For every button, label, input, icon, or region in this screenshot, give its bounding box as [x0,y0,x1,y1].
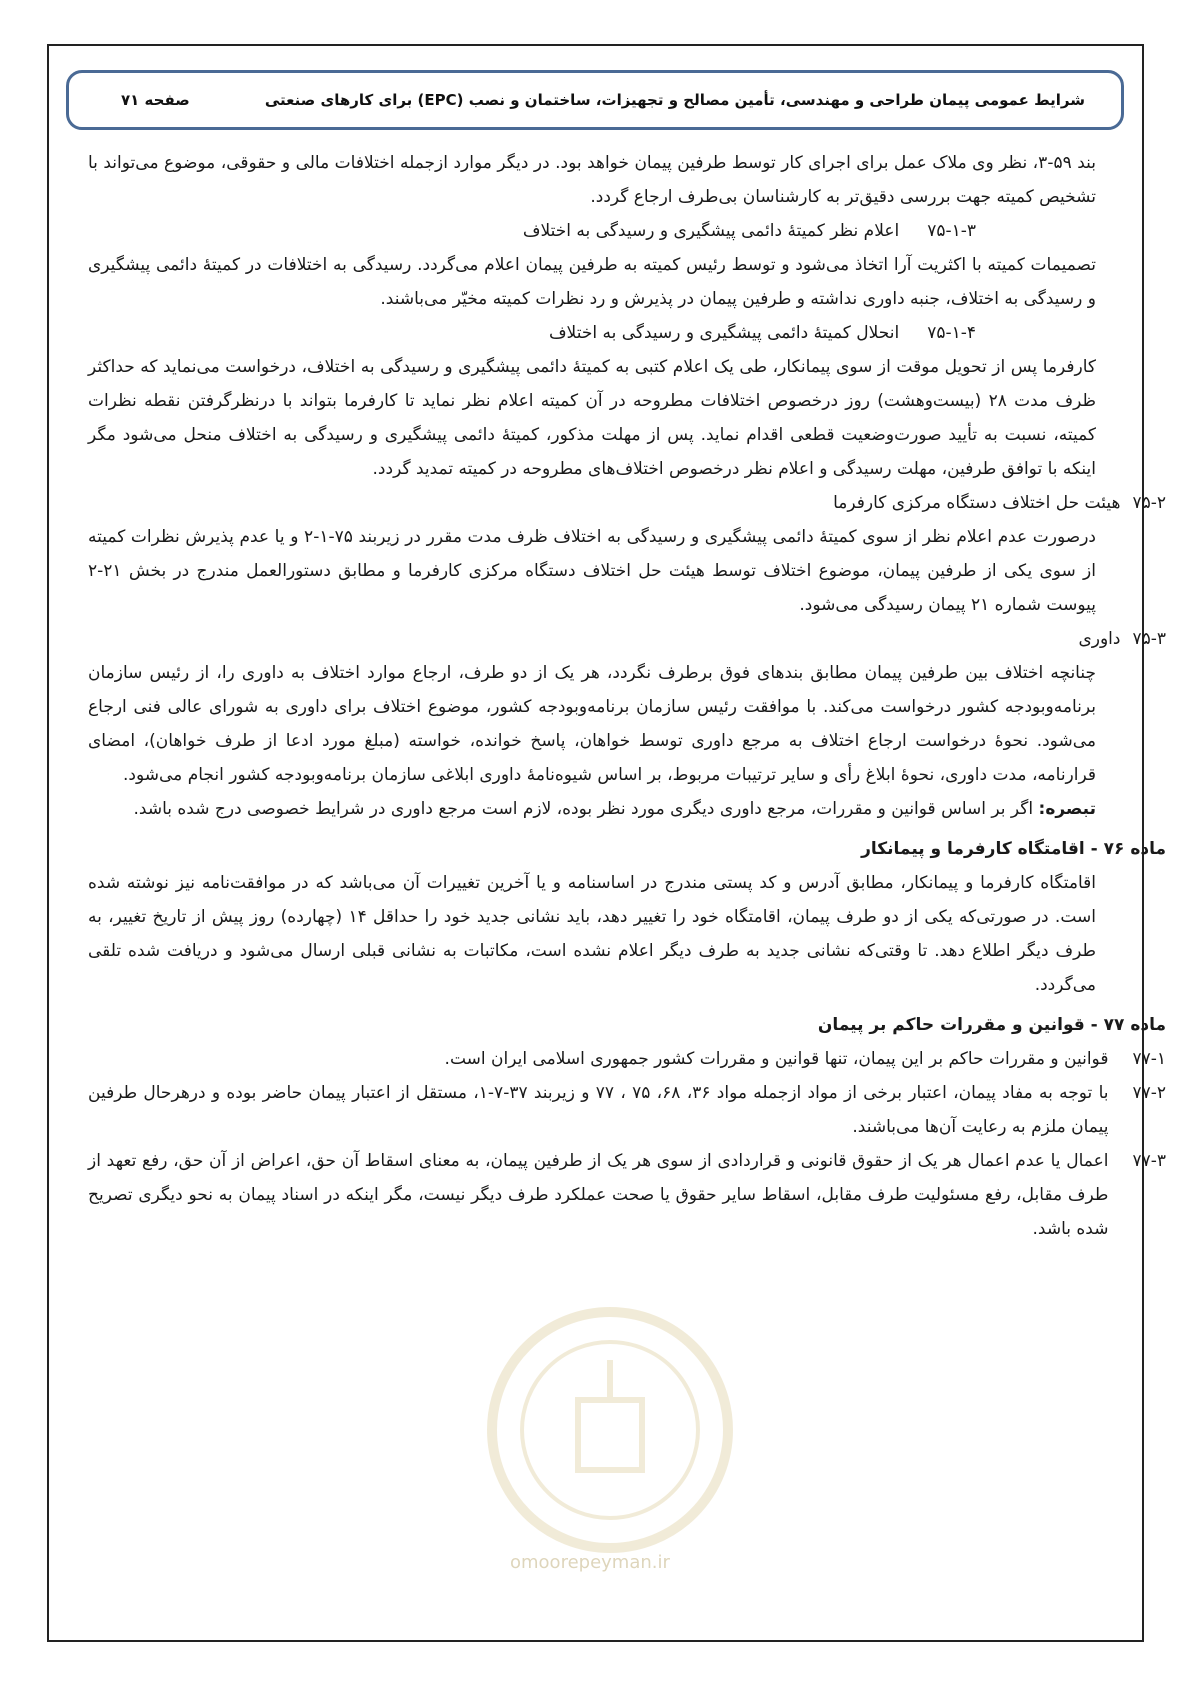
article-76-heading: ماده ۷۶ - اقامتگاه کارفرما و پیمانکار [861,839,1166,859]
subsection-title: اعلام نظر کمیتهٔ دائمی پیشگیری و رسیدگی به اختلاف [522,221,900,241]
note [88,792,1096,826]
subsection-number: ۷۵-۱-۴ [927,323,976,343]
document-body [88,146,1166,1246]
section-number: ۷۵-۳ [1132,629,1166,649]
clause-number: ۷۷-۲ [1132,1083,1166,1103]
paragraph-intro: بند ۵۹-۳، نظر وی ملاک عمل برای اجرای کار توسط طرفین پیمان خواهد بود. در دیگر موارد ازجمله اختلافات مالی و حقوقی، موضوع می‌تواند با تشخیص کمیته جهت بررسی دقیق‌تر به کارشناسان بی‌طرف ارجاع گردد. [88,153,1096,207]
subsection-number: ۷۵-۱-۳ [927,221,976,241]
note-label: تبصره: [1038,799,1096,819]
paragraph-75-3: چنانچه اختلاف بین طرفین پیمان مطابق بندهای فوق برطرف نگردد، هر یک از دو طرف، ارجاع موارد اختلاف به داوری را، از رئیس سازمان برنامه‌وبودجه کشور درخواست می‌کند. با موافقت رئیس سازمان برنامه‌وبودجه کشور، موضوع اختلاف برای داوری به شورای عالی فنی ارجاع می‌شود. نحوهٔ درخواست ارجاع اختلاف به مرجع داوری توسط خواهان، پاسخ خوانده، خواسته (مبلغ مورد ادعا از طرف خواهان)، امضای قرارنامه، مدت داوری، نحوهٔ ابلاغ رأی و سایر ترتیبات مربوط، بر اساس شیوه‌نامهٔ داوری ابلاغی سازمان برنامه‌وبودجه کشور انجام می‌شود. [88,663,1096,785]
paragraph-75-2: درصورت عدم اعلام نظر از سوی کمیتهٔ دائمی پیشگیری و رسیدگی به اختلاف ظرف مدت مقرر در زیربند ۷۵-۱-۲ و یا عدم پذیرش نظرات کمیته از سوی یکی از طرفین پیمان، موضوع اختلاف توسط هیئت حل اختلاف دستگاه مرکزی کارفرما و مطابق دستورالعمل مندرج در بخش ۲۱-۲ پیوست شماره ۲۱ پیمان رسیدگی می‌شود. [88,527,1096,615]
subsection-title: انحلال کمیتهٔ دائمی پیشگیری و رسیدگی به اختلاف [548,323,900,343]
section-heading-75-2 [88,486,1166,520]
section-title: داوری [1078,629,1121,649]
watermark-site: omoorepeyman.ir [510,1552,670,1573]
clause-77-1 [88,1042,1166,1076]
paragraph-75-1-4: کارفرما پس از تحویل موقت از سوی پیمانکار، طی یک اعلام کتبی به کمیتهٔ دائمی پیشگیری و رسیدگی به اختلاف، درخواست می‌نماید که حداکثر ظرف مدت ۲۸ (بیست‌وهشت) روز درخصوص اختلافات مطروحه در آن کمیته اعلام نظر نماید تا کارفرما بتواند با درنظرگرفتن نقطه نظرات کمیته، نسبت به تأیید صورت‌وضعیت قطعی اقدام نماید. پس از مهلت مذکور، کمیتهٔ دائمی پیشگیری و رسیدگی به اختلاف منحل می‌شود مگر اینکه با توافق طرفین، مهلت رسیدگی و اعلام نظر درخصوص اختلاف‌های مطروحه در کمیته تمدید گردد. [88,357,1096,479]
clause-77-3 [88,1144,1166,1246]
clause-number: ۷۷-۱ [1132,1049,1166,1069]
section-title: هیئت حل اختلاف دستگاه مرکزی کارفرما [833,493,1121,513]
paragraph-75-1-3: تصمیمات کمیته با اکثریت آرا اتخاذ می‌شود و توسط رئیس کمیته به طرفین پیمان اعلام می‌گردد. رسیدگی به اختلافات در کمیتهٔ دائمی پیشگیری و رسیدگی به اختلاف، جنبه داوری نداشته و طرفین پیمان در پذیرش و رد نظرات کمیته مخیّر می‌باشند. [88,255,1096,309]
clause-number: ۷۷-۳ [1132,1151,1166,1171]
article-77-heading: ماده ۷۷ - قوانین و مقررات حاکم بر پیمان [817,1015,1166,1035]
clause-77-2 [88,1076,1166,1144]
page-number: صفحه ۷۱ [121,91,190,109]
clause-text: اعمال یا عدم اعمال هر یک از حقوق قانونی و قراردادی از سوی هر یک از طرفین پیمان، به معنای اسقاط آن حق، اعراض از آن حق، رفع تعهد از طرف مقابل، رفع مسئولیت طرف مقابل، اسقاط سایر حقوق یا صحت عملکرد طرف دیگر نیست، مگر اینکه در اسناد پیمان به نحو دیگری تصریح شده باشد. [88,1151,1109,1239]
section-number: ۷۵-۲ [1132,493,1166,513]
subsection-heading-75-1-4 [88,316,1096,350]
clause-text: با توجه به مفاد پیمان، اعتبار برخی از مواد ازجمله مواد ۳۶، ۶۸، ۷۵ ، ۷۷ و زیربند ۳۷-۷-۱، مستقل از اعتبار پیمان حاضر بوده و درهرحال طرفین پیمان ملزم به رعایت آن‌ها می‌باشند. [88,1083,1109,1137]
subsection-heading-75-1-3 [88,214,1096,248]
document-title: شرایط عمومی پیمان طراحی و مهندسی، تأمین مصالح و تجهیزات، ساختمان و نصب (EPC) برای کارهای صنعتی [264,91,1085,109]
article-76-body: اقامتگاه کارفرما و پیمانکار، مطابق آدرس و کد پستی مندرج در اساسنامه و یا آخرین تغییرات آن می‌باشد که در موافقت‌نامه نیز نوشته شده است. در صورتی‌که یکی از دو طرف پیمان، اقامتگاه خود را تغییر دهد، باید نشانی جدید خود را حداقل ۱۴ (چهارده) روز پیش از تاریخ تغییر، به طرف دیگر اطلاع دهد. تا وقتی‌که نشانی جدید به طرف دیگر اعلام نشده است، مکاتبات به نشانی قبلی ارسال می‌شود و دریافت شده تلقی می‌گردد. [88,873,1096,995]
note-text: اگر بر اساس قوانین و مقررات، مرجع داوری دیگری مورد نظر بوده، لازم است مرجع داوری در شرایط خصوصی درج شده باشد. [133,799,1034,819]
section-heading-75-3 [88,622,1166,656]
clause-text: قوانین و مقررات حاکم بر این پیمان، تنها قوانین و مقررات کشور جمهوری اسلامی ایران است. [444,1049,1109,1069]
page-header [66,70,1124,130]
